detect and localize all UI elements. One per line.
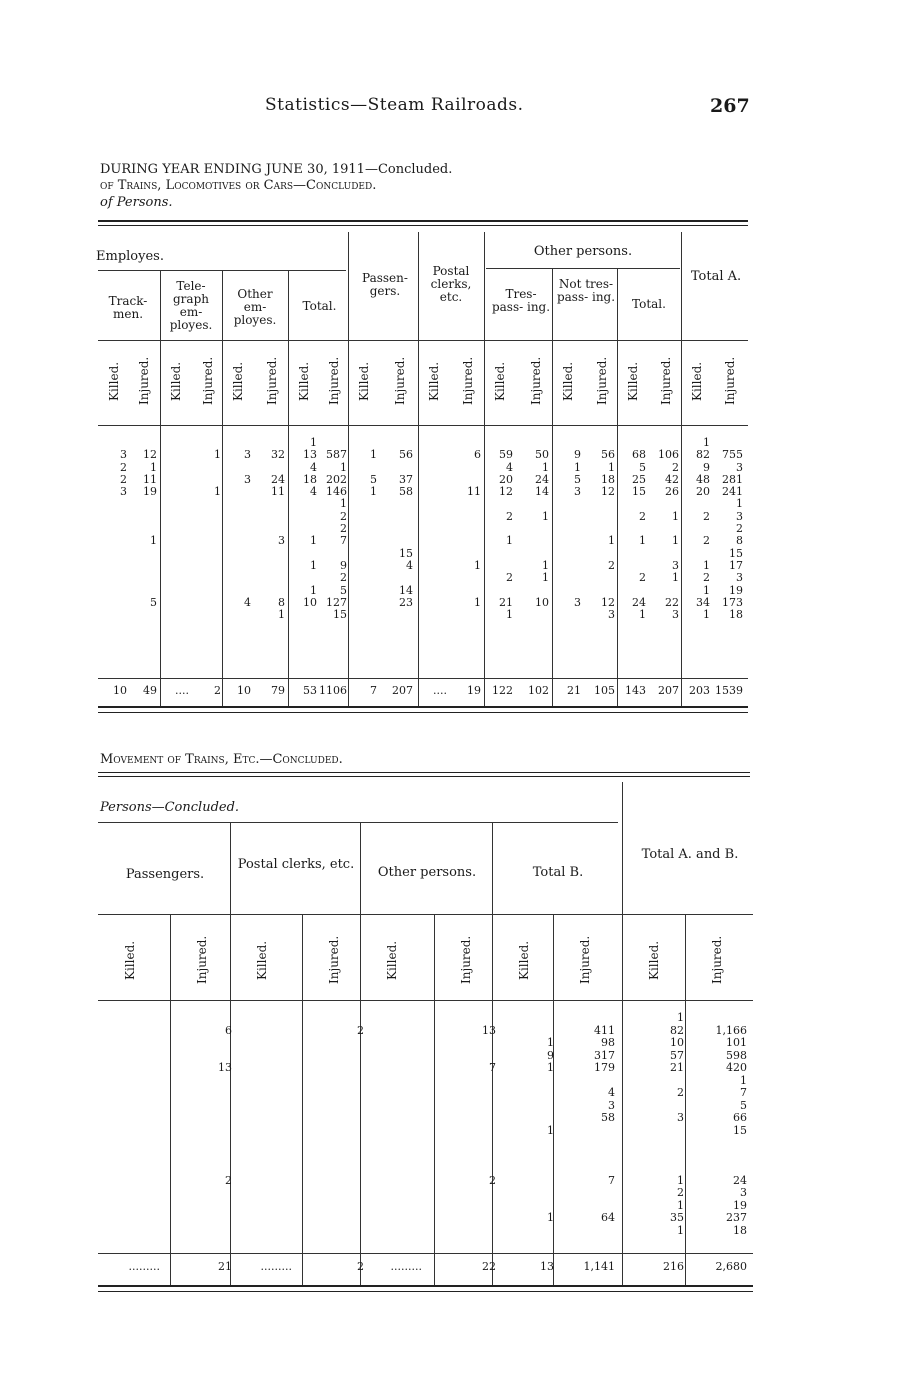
t2-subheader-injured: Injured.: [710, 935, 724, 985]
telegraph-header: Tele- graph em- ployes.: [169, 279, 213, 332]
t2-subheader-killed: Killed.: [123, 940, 137, 980]
total-a-header: Total A.: [690, 269, 742, 284]
t1-total-cell: 102: [528, 684, 549, 697]
t1-total-cell: 53: [303, 684, 317, 697]
t2-subheader-killed: Killed.: [255, 940, 269, 980]
t2-total-cell: 216: [663, 1260, 684, 1273]
t2-column-values: [98, 1012, 160, 1237]
t2-total-b-header: Total B.: [532, 865, 584, 880]
t1-total-cell: 10: [237, 684, 251, 697]
t1-column-values: 68 5 25 15 2 1 2 24 1: [632, 448, 646, 622]
t2-column-values: 1 9 1 1 1: [547, 1036, 554, 1224]
t1-subheader-killed: Killed.: [296, 361, 311, 401]
t2-total-cell: .........: [128, 1260, 160, 1273]
t1-column-values: 3 2 2 3: [120, 448, 127, 499]
table1-caption-2: of Trains, Locomotives or Cars—Concluded.: [100, 178, 377, 193]
t1-subheader-injured: Injured.: [594, 356, 609, 406]
t2-other-header: Other persons.: [377, 865, 477, 880]
page-number: 267: [710, 95, 750, 117]
t2-total-cell: .........: [260, 1260, 292, 1273]
t1-column-values: 12 1 11 19 1 5: [143, 448, 157, 609]
t2-subheader-killed: Killed.: [647, 940, 661, 980]
t1-total-cell: 2: [214, 684, 221, 697]
t1-subheader-killed: Killed.: [560, 361, 575, 401]
t1-column-values: 3 3 4: [244, 448, 251, 609]
t2-subheader-killed: Killed.: [385, 940, 399, 980]
other-persons-header: Other persons.: [533, 244, 633, 259]
t1-subheader-killed: Killed.: [230, 361, 245, 401]
t1-subheader-injured: Injured.: [460, 356, 475, 406]
t1-total-cell: 79: [271, 684, 285, 697]
t1-column-values: 106 2 42 26 1 1 3 1 22 3: [658, 448, 679, 622]
t2-postal-header: Postal clerks, etc.: [237, 857, 355, 872]
t2-column-values: 1 82 10 57 21 2 3 1 2 1 35 1: [670, 1011, 684, 1237]
passengers-header: Passen- gers.: [362, 271, 408, 298]
t1-total-cell: 105: [594, 684, 615, 697]
t1-subheader-injured: Injured.: [264, 356, 279, 406]
t1-subheader-injured: Injured.: [200, 356, 215, 406]
employes-header: Employes.: [96, 249, 164, 264]
t1-subheader-killed: Killed.: [106, 361, 121, 401]
t1-total-cell: 207: [658, 684, 679, 697]
t2-subheader-killed: Killed.: [517, 940, 531, 980]
t1-column-values: 32 24 11 3 8 1: [271, 448, 285, 622]
t1-total-cell: 203: [689, 684, 710, 697]
t2-column-values: 6 13 2: [218, 1023, 232, 1187]
t2-total-cell: .........: [390, 1260, 422, 1273]
t1-total-cell: ....: [175, 684, 189, 697]
t1-total-cell: 19: [467, 684, 481, 697]
t2-column-values: 2: [357, 1023, 364, 1037]
t2-subheader-injured: Injured.: [578, 935, 592, 985]
t2-column-values: 1,166 101 598 420 1 7 5 66 15 24 3 19 237 18: [715, 1023, 747, 1237]
t1-subheader-injured: Injured.: [136, 356, 151, 406]
t2-column-values: 411 98 317 179 4 3 58 7 64: [594, 1023, 615, 1224]
trackmen-header: Track- men.: [108, 294, 148, 321]
postal-header: Postal clerks, etc.: [430, 264, 472, 304]
t1-column-values: 587 1 202 146 1 2 2 7 9 2 5 127 15: [326, 448, 347, 622]
t1-subheader-killed: Killed.: [492, 361, 507, 401]
t1-subheader-killed: Killed.: [689, 361, 704, 401]
t1-total-cell: 1106: [319, 684, 347, 697]
t1-total-cell: 49: [143, 684, 157, 697]
t1-subheader-injured: Injured.: [392, 356, 407, 406]
t2-column-values: [230, 1012, 292, 1237]
t1-subheader-injured: Injured.: [722, 356, 737, 406]
t2-total-cell: 2: [357, 1260, 364, 1273]
t1-column-values: 6 11 1 1: [467, 448, 481, 609]
t1-total-cell: 207: [392, 684, 413, 697]
t2-passengers-header: Passengers.: [125, 867, 205, 882]
t1-total-cell: 21: [567, 684, 581, 697]
t2-subheader-injured: Injured.: [327, 935, 341, 985]
t1-column-values: 1 1: [214, 448, 221, 499]
t1-column-values: 1 82 9 48 20 2 2 1 2 1 34 1: [696, 436, 710, 622]
t1-subheader-killed: Killed.: [426, 361, 441, 401]
t1-subheader-injured: Injured.: [658, 356, 673, 406]
not-trespassing-header: Not tres- pass- ing.: [556, 277, 616, 304]
t1-column-values: 755 3 281 241 1 3 2 8 15 17 3 19 173 18: [722, 448, 743, 622]
trespassing-header: Tres- pass- ing.: [491, 287, 551, 314]
t1-subheader-killed: Killed.: [625, 361, 640, 401]
t1-subheader-killed: Killed.: [356, 361, 371, 401]
table2-caption-2: Persons—Concluded.: [100, 800, 240, 815]
t1-total-cell: 143: [625, 684, 646, 697]
t1-column-values: [160, 437, 189, 609]
employes-total-header: Total.: [302, 299, 337, 313]
t1-column-values: 1 5 1: [370, 448, 377, 499]
t1-total-cell: 7: [370, 684, 377, 697]
t1-total-cell: 10: [113, 684, 127, 697]
t1-total-cell: 1539: [715, 684, 743, 697]
t2-total-cell: 2,680: [715, 1260, 747, 1273]
other-persons-total-header: Total.: [632, 297, 666, 311]
t1-total-cell: ....: [433, 684, 447, 697]
t1-column-values: 50 1 24 14 1 1 1 10: [535, 448, 549, 609]
table1-caption-1: DURING YEAR ENDING JUNE 30, 1911—Concluded.: [100, 162, 453, 177]
t2-subheader-injured: Injured.: [195, 935, 209, 985]
t1-column-values: [418, 437, 447, 609]
t1-column-values: 56 1 18 12 1 2 12 3: [601, 448, 615, 622]
table1-caption-3: of Persons.: [100, 195, 173, 210]
t1-column-values: 56 37 58 15 4 14 23: [399, 448, 413, 609]
t1-subheader-injured: Injured.: [528, 356, 543, 406]
t2-total-ab-header: Total A. and B.: [641, 847, 739, 862]
table2-caption-1: Movement of Trains, Etc.—Concluded.: [100, 752, 343, 767]
t2-total-cell: 13: [540, 1260, 554, 1273]
t2-subheader-injured: Injured.: [459, 935, 473, 985]
t1-column-values: 1 13 4 18 4 1 1 1 10: [303, 436, 317, 609]
t2-column-values: 13 7 2: [482, 1023, 496, 1187]
t1-total-cell: 122: [492, 684, 513, 697]
t1-subheader-injured: Injured.: [326, 356, 341, 406]
t2-total-cell: 21: [218, 1260, 232, 1273]
t1-column-values: 59 4 20 12 2 1 2 21 1: [499, 448, 513, 622]
page-header-title: Statistics—Steam Railroads.: [265, 95, 524, 115]
other-employes-header: Other em- ployes.: [233, 287, 277, 327]
t2-total-cell: 22: [482, 1260, 496, 1273]
t1-subheader-killed: Killed.: [168, 361, 183, 401]
t2-total-cell: 1,141: [583, 1260, 615, 1273]
t1-column-values: 9 1 5 3 3: [574, 448, 581, 609]
t2-column-values: [360, 1012, 422, 1237]
